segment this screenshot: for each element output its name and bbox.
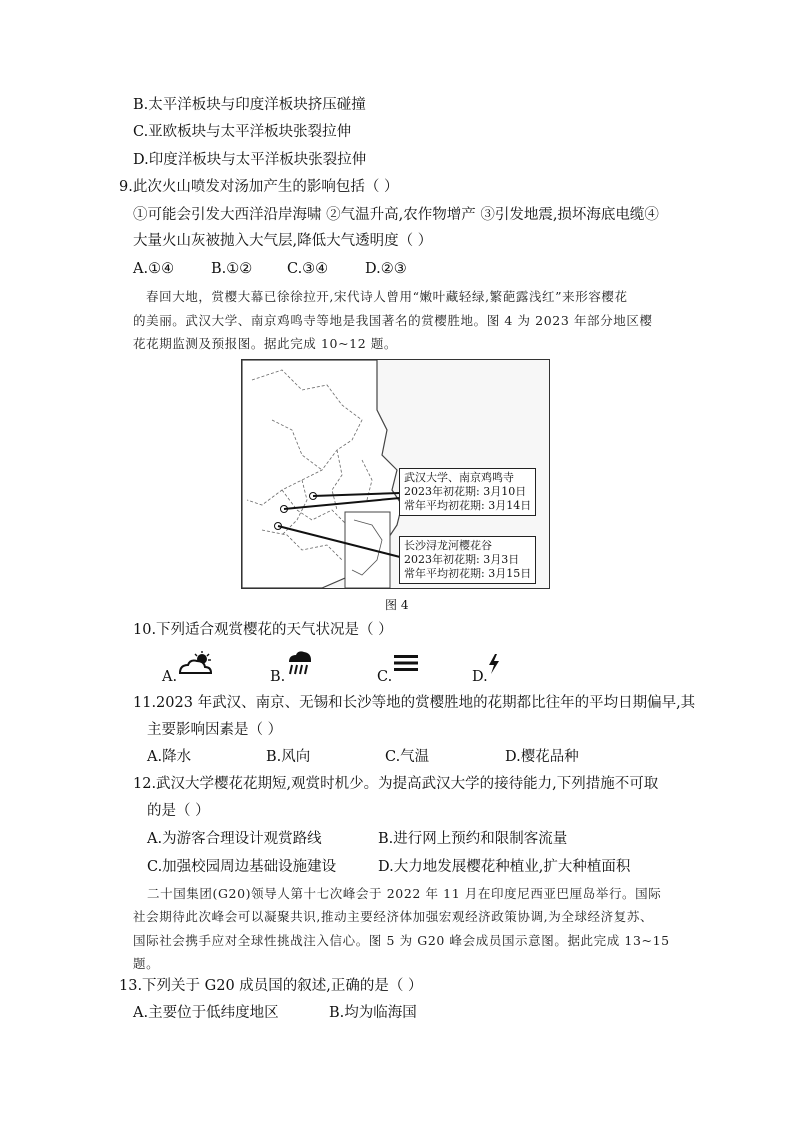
label2-line3: 常年平均初花期: 3月15日: [404, 567, 532, 580]
q11-stem-line2: 主要影响因素是（ ）: [147, 722, 283, 738]
q8-option-b: B.太平洋板块与印度洋板块挤压碰撞: [133, 97, 366, 113]
passage1-line3: 花花期监测及预报图。据此完成 10~12 题。: [133, 336, 398, 351]
q11-option-d: D.樱花品种: [505, 749, 579, 765]
label1-line2: 2023年初花期: 3月10日: [404, 485, 527, 498]
figure4-label-changsha: [399, 536, 536, 584]
lightning-icon: [487, 654, 501, 674]
q12-option-a: A.为游客合理设计观赏路线: [147, 831, 322, 847]
q9-option-b: B.①②: [211, 261, 253, 277]
q12-stem-line2: 的是（ ）: [147, 803, 210, 819]
figure4-label-wuhan-nanjing: [399, 468, 536, 516]
q13-option-a: A.主要位于低纬度地区: [133, 1005, 279, 1021]
passage2-line3: 国际社会携手应对全球性挑战注入信心。图 5 为 G20 峰会成员国示意图。据此完成 13~15: [133, 933, 670, 948]
passage2-line2: 社会期待此次峰会可以凝聚共识,推动主要经济体加强宏观经济政策协调,为全球经济复苏、: [133, 909, 654, 924]
q8-option-d: D.印度洋板块与太平洋板块张裂拉伸: [133, 152, 367, 168]
passage2-line4: 题。: [133, 956, 160, 971]
passage2-line1: 二十国集团(G20)领导人第十七次峰会于 2022 年 11 月在印度尼西亚巴厘岛举行。国际: [147, 886, 662, 901]
q11-option-a: A.降水: [147, 749, 192, 765]
q9-stem: 9.此次火山喷发对汤加产生的影响包括（ ）: [119, 179, 399, 195]
q9-option-d: D.②③: [365, 261, 407, 277]
q11-stem-line1: 11.2023 年武汉、南京、无锡和长沙等地的赏樱胜地的花期都比往年的平均日期偏早,其: [133, 695, 696, 711]
q10-option-a: A.: [162, 669, 178, 685]
q11-option-b: B.风向: [266, 749, 311, 765]
passage1-line1: 春回大地，赏樱大幕已徐徐拉开,宋代诗人曾用“嫩叶藏轻绿,繁葩露浅红”来形容樱花: [146, 289, 628, 304]
q11-option-c: C.气温: [385, 749, 430, 765]
label1-line3: 常年平均初花期: 3月14日: [404, 499, 532, 512]
q9-statements-line1: ①可能会引发大西洋沿岸海啸 ②气温升高,农作物增产 ③引发地震,损坏海底电缆④: [133, 207, 659, 223]
figure4-map: [241, 359, 550, 589]
heavy-rain-icon: [287, 650, 313, 676]
q9-option-a: A.①④: [133, 261, 175, 277]
q9-statements-line2: 大量火山灰被抛入大气层,降低大气透明度（ ）: [133, 233, 433, 249]
label1-line1: 武汉大学、南京鸡鸣寺: [404, 471, 514, 484]
label2-line2: 2023年初花期: 3月3日: [404, 553, 520, 566]
passage1-line2: 的美丽。武汉大学、南京鸡鸣寺等地是我国著名的赏樱胜地。图 4 为 2023 年部分地区樱: [133, 313, 653, 328]
q12-option-b: B.进行网上预约和限制客流量: [378, 831, 568, 847]
fog-icon: [394, 655, 418, 671]
q13-option-b: B.均为临海国: [329, 1005, 417, 1021]
q10-option-b: B.: [270, 669, 286, 685]
q8-option-c: C.亚欧板块与太平洋板块张裂拉伸: [133, 124, 352, 140]
q12-stem-line1: 12.武汉大学樱花花期短,观赏时机少。为提高武汉大学的接待能力,下列措施不可取: [133, 776, 659, 792]
q10-option-c: C.: [377, 669, 393, 685]
q12-option-c: C.加强校园周边基础设施建设: [147, 859, 337, 875]
q13-stem: 13.下列关于 G20 成员国的叙述,正确的是（ ）: [119, 978, 423, 994]
q12-option-d: D.大力地发展樱花种植业,扩大种植面积: [378, 859, 631, 875]
figure4-caption: 图 4: [385, 598, 409, 612]
q10-option-d: D.: [472, 669, 488, 685]
q9-option-c: C.③④: [287, 261, 329, 277]
label2-line1: 长沙浔龙河樱花谷: [404, 539, 492, 552]
partly-cloudy-icon: [178, 651, 214, 675]
q10-stem: 10.下列适合观赏樱花的天气状况是（ ）: [133, 622, 393, 638]
